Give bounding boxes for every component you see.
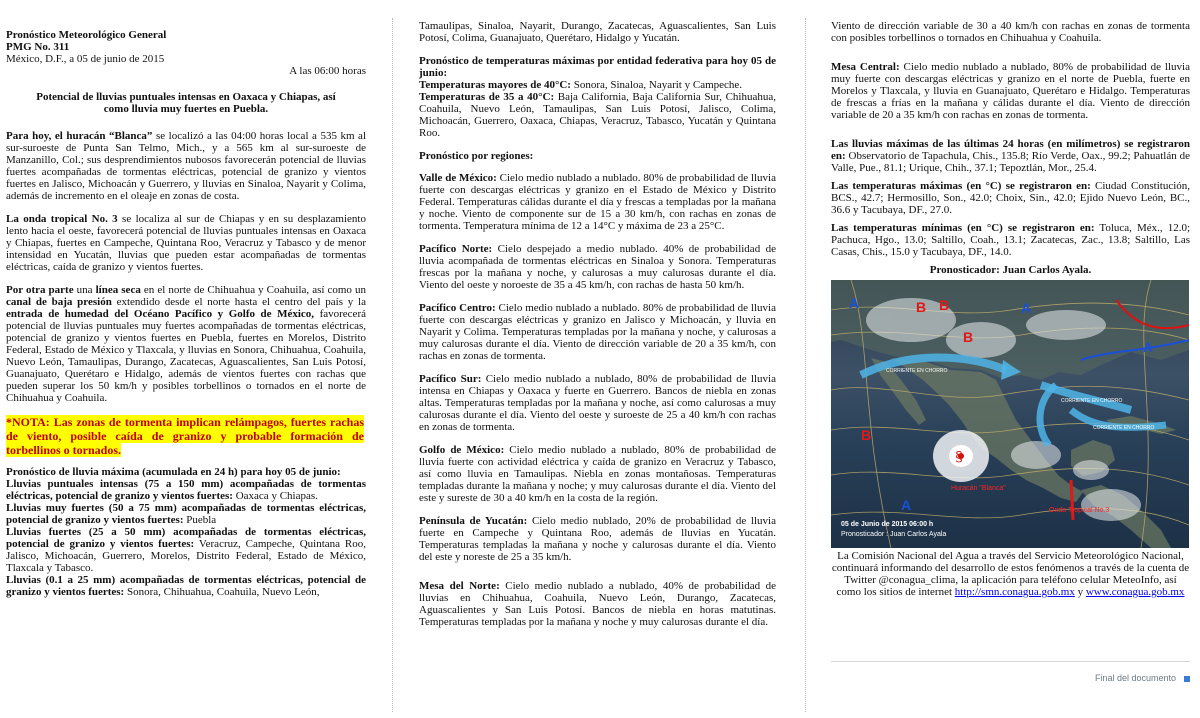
jet-stream-arrow-3 bbox=[1040, 385, 1056, 445]
document-time: A las 06:00 horas bbox=[289, 65, 366, 77]
column-1 bbox=[6, 29, 366, 598]
region-pacifico-norte bbox=[419, 243, 776, 291]
region-mesa-central bbox=[831, 61, 1190, 121]
region-text: Cielo medio nublado a nublado. 80% de probabilidad de lluvia fuerte con descargas eléctricas y granizo en el Estado de México y Distrito Federal. Temperaturas cálidas durante el día y frescas a templadas por la mañana y noche. Viento de componente sur de 15 a 30 km/h, con rachas en zonas de tormenta. Temperatura mínima de 12 a 14°C y máxima de 23 a 25°C. bbox=[419, 172, 776, 232]
moisture-term: entrada de humedad del Océano Pacífico y Golfo de México, bbox=[6, 308, 315, 320]
observed-text: Toluca, Méx., 12.0; Pachuca, Hgo., 13.0; Saltillo, Coah., 13.1; Zacatecas, Zac., 13.8; Saltillo, Las Casas, Chis., 15.0 y Tacubaya, DF., 14.0. bbox=[831, 222, 1190, 258]
dry-line-text-2: en el norte de Chihuahua y Coahuila, así como un bbox=[140, 284, 366, 296]
closing-and: y bbox=[1074, 586, 1086, 598]
temps-item-over-40 bbox=[419, 79, 776, 91]
region-name: Península de Yucatán: bbox=[419, 515, 528, 527]
hurricane-lead: Para hoy, el huracán “Blanca” bbox=[6, 130, 153, 142]
headline: Potencial de lluvias puntuales intensas en Oaxaca y Chiapas, así como lluvia muy fuertes en Puebla. bbox=[36, 91, 336, 115]
observed-text: Observatorio de Tapachula, Chis., 135.8; Río Verde, Oax., 99.2; Pahuatlán de Valle, Pue., 81.1; Urique, Chih., 37.1; Tepoztlán, Mor., 25.4. bbox=[831, 150, 1190, 174]
tropical-wave-label: Onda Tropical No.3 bbox=[1049, 507, 1110, 514]
link-smn[interactable]: http://smn.conagua.gob.mx bbox=[954, 586, 1075, 598]
region-pacifico-centro bbox=[419, 302, 776, 362]
hurricane-symbol: § bbox=[955, 448, 963, 464]
region-text: Cielo medio nublado a nublado, 80% de probabilidad de lluvia fuerte con actividad eléctrica y caída de granizo en Veracruz y Tabasco, así como lluvia en Tamaulipas. Niebla en zonas montañosas. Temperaturas templadas durante la mañana y noche; y muy calurosas durante el día. Viento del este y sureste de 30 a 40 km/h en la costa de la región. bbox=[419, 444, 776, 504]
observed-rain bbox=[831, 138, 1190, 174]
jet-stream-label-2: CORRIENTE EN CHORRO bbox=[1061, 398, 1123, 404]
dry-line-term: línea seca bbox=[95, 284, 141, 296]
hurricane-label: Huracán "Blanca" bbox=[951, 485, 1006, 492]
column-3 bbox=[831, 20, 1190, 609]
satellite-weather-map bbox=[831, 280, 1189, 548]
forecaster: Pronosticador: Juan Carlos Ayala. bbox=[929, 264, 1092, 276]
footer-rule bbox=[831, 661, 1190, 662]
region-name: Valle de México: bbox=[419, 172, 497, 184]
temps-item-states: Sonora, Sinaloa, Nayarit y Campeche. bbox=[570, 79, 743, 91]
temps-item-label: Temperaturas de 35 a 40°C: bbox=[419, 91, 555, 103]
region-text: Cielo medio nublado, 20% de probabilidad de lluvia fuerte en Campeche y Quintana Roo, además de lluvias en Yucatán. Temperaturas templadas la mañana y noche y calurosas durante el día. Viento del este y noreste de 25 a 35 km/h. bbox=[419, 515, 776, 563]
observed-label: Las temperaturas mínimas (en °C) se registraron en: bbox=[831, 222, 1095, 234]
rain-item-label: Lluvias puntuales intensas (75 a 150 mm) acompañadas de tormentas eléctricas, potencial de granizo y vientos fuertes: bbox=[6, 478, 366, 502]
region-text: Cielo medio nublado a nublado. 80% de probabilidad de lluvia fuerte con descargas eléctricas y granizo en Jalisco y Michoacán, y lluvia en Nayarit y Colima. Temperaturas templadas por la mañana y noche, y calurosas a muy calurosas durante el día. Viento de dirección variable de 20 a 35 km/h, con rachas en zonas de tormenta. bbox=[419, 302, 776, 362]
rain-item-strong bbox=[6, 526, 366, 574]
low-pressure-1: B bbox=[916, 299, 927, 315]
high-pressure-4: A bbox=[901, 497, 912, 513]
region-valle-de-mexico bbox=[419, 172, 776, 232]
regions-title: Pronóstico por regiones: bbox=[419, 150, 534, 162]
nota-box bbox=[6, 415, 366, 457]
observed-text: Ciudad Constitución, BCS., 42.7; Hermosillo, Son., 42.0; Choix, Sin., 42.0; Ejido Nuevo León, BC., 36.6 y Tacubaya, DF., 27.0. bbox=[831, 180, 1191, 216]
end-of-document-icon bbox=[1184, 676, 1190, 682]
end-of-document-label: Final del documento bbox=[1094, 673, 1176, 683]
paragraph-dry-line bbox=[6, 284, 366, 404]
low-pressure-4: B bbox=[861, 427, 872, 443]
link-conagua[interactable]: www.conagua.gob.mx bbox=[1085, 586, 1185, 598]
region-name: Mesa del Norte: bbox=[419, 580, 500, 592]
closing-text: La Comisión Nacional del Agua a través del Servicio Meteorológico Nacional, continuará informando del desarrollo de estos fenómenos a través de la cuenta de Twitter @conagua_clima, la aplicación para teléfono celular MeteoInfo, así como los sitios de internet bbox=[831, 550, 1190, 598]
nota-text: *NOTA: Las zonas de tormenta implican relámpagos, fuertes rachas de viento, posible caída de granizo y probable formación de torbellinos o tornados. bbox=[6, 415, 364, 457]
satellite-map-graphic bbox=[831, 280, 1189, 548]
rain-item-states: Oaxaca y Chiapas. bbox=[232, 490, 318, 502]
observed-label: Las lluvias máximas de las últimas 24 horas (en milímetros) se registraron en: bbox=[831, 138, 1190, 162]
region-name: Mesa Central: bbox=[831, 61, 900, 73]
region-name: Pacífico Norte: bbox=[419, 243, 493, 255]
rain-item-states: Puebla bbox=[183, 514, 217, 526]
high-pressure-3: A bbox=[1143, 339, 1154, 355]
map-date-stamp: 05 de Junio de 2015 06:00 h bbox=[841, 521, 934, 528]
rain-item-very-strong bbox=[6, 502, 366, 526]
column-divider-2 bbox=[805, 18, 806, 712]
rain-item-states: Sonora, Chihuahua, Coahuila, Nuevo León, bbox=[124, 586, 320, 598]
region-name: Pacífico Centro: bbox=[419, 302, 496, 314]
closing-paragraph bbox=[831, 550, 1190, 598]
rain-item-label: Lluvias (0.1 a 25 mm) acompañadas de tormentas eléctricas, potencial de granizo y vientos fuertes: bbox=[6, 574, 366, 598]
dry-line-text-4: favorecerá potencial de lluvias puntuales muy fuertes acompañadas de tormentas eléctricas, potencial de granizo y vientos fuertes en Puebla, fuertes en Morelos, Distrito Federal, Estado de México y Tlaxcala, y lluvias en Sonora, Chihuahua, Coahuila, Nuevo León, Tamaulipas, Durango, Zacatecas, Aguascalientes, San Luis Potosí, Guanajuato, Querétaro e Hidalgo, además de vientos fuertes con rachas que pueden superar los 50 km/h y posibles torbellinos o tornados en el norte de Chihuahua y Coahuila. bbox=[6, 308, 366, 404]
rain-item-label: Lluvias fuertes (25 a 50 mm) acompañadas de tormentas eléctricas, potencial de granizo y vientos fuertes: bbox=[6, 526, 366, 550]
hurricane-blanca bbox=[933, 430, 989, 482]
region-text: Cielo despejado a medio nublado. 40% de probabilidad de lluvia acompañada de tormentas eléctricas en Sinaloa y Sonora. Temperaturas frescas por la mañana y noche, y calurosas a muy calurosas durante el día. Viento del oeste y noroeste de 35 a 45 km/h, con rachas de hasta 50 km/h. bbox=[419, 243, 777, 291]
rain-forecast-list bbox=[6, 478, 366, 598]
wave-text: se localiza al sur de Chiapas y en su desplazamiento lento hacia el oeste, favorecerá potencial de lluvias puntuales intensas en Oaxaca y Chiapas, fuertes en Campeche, Quintana Roo, Veracruz y Tabasco y de menor intensidad en Yucatán, lluvias que pueden estar acompañadas de tormentas eléctricas, caída de granizo y vientos fuertes. bbox=[6, 213, 366, 273]
end-of-document bbox=[1095, 672, 1190, 684]
tropical-wave-line bbox=[1071, 480, 1073, 520]
rain-continuation: Tamaulipas, Sinaloa, Nayarit, Durango, Zacatecas, Aguascalientes, San Luis Potosí, Colima, Guanajuato, Querétaro, Hidalgo y Yucatán. bbox=[419, 20, 776, 44]
rain-item-label: Lluvias muy fuertes (50 a 75 mm) acompañadas de tormentas eléctricas, potencial de granizo y vientos fuertes: bbox=[6, 502, 366, 526]
hurricane-text: se localizó a las 04:00 horas local a 535 km al sur-suroeste de Punta San Telmo, Mich., y a 565 km al sur-suroeste de Manzanillo, Col.; sus desprendimientos nubosos favorecerán potencial de lluvias fuertes acompañadas de tormentas eléctricas, potencial de granizo y vientos fuertes en Jalisco, Michoacán y Guerrero, y lluvias en Sinaloa, Nayarit y Colima, además de incremento en el oleaje en zonas de costa. bbox=[6, 130, 366, 202]
mesa-norte-continuation: Viento de dirección variable de 30 a 40 km/h con rachas en zonas de tormenta con posibles torbellinos o tornados en Chihuahua y Coahuila. bbox=[831, 20, 1190, 44]
low-pressure-3: B bbox=[963, 329, 974, 345]
region-text: Cielo medio nublado a nublado, 80% de probabilidad de lluvia muy fuerte con descargas eléctricas y granizo en el norte de Puebla, fuerte en Morelos y Tlaxcala, y lluvia en Guanajuato, Querétaro e Hidalgo. Temperaturas de frescas a frías en la mañana y cálidas durante el día. Viento de dirección variable de 20 a 35 km/h con rachas en zonas de tormenta. bbox=[831, 61, 1190, 121]
rain-item-states: Veracruz, Campeche, Quintana Roo, Jalisco, Michoacán, Guerrero, Morelos, Distrito Federal, Estado de México, Tlaxcala y Tabasco. bbox=[6, 538, 366, 574]
region-text: Cielo medio nublado a nublado, 40% de probabilidad de lluvias en Chihuahua, Coahuila, Nuevo León, Durango, Zacatecas, Aguascalientes y San Luis Potosí. Bancos de niebla en horas matutinas. Temperaturas templadas por la mañana y noche y muy calurosas durante el día. bbox=[419, 580, 777, 628]
column-divider-1 bbox=[392, 18, 393, 712]
temps-item-35-40 bbox=[419, 91, 776, 139]
region-name: Golfo de México: bbox=[419, 444, 505, 456]
temps-item-label: Temperaturas mayores de 40°C: bbox=[419, 79, 571, 91]
jet-stream-label-1: CORRIENTE EN CHORRO bbox=[886, 368, 948, 374]
dry-line-text-3: extendido desde el norte hasta el centro del país y la bbox=[111, 296, 366, 308]
low-pressure-2: B bbox=[939, 297, 950, 313]
map-forecaster-stamp: Pronosticador : Juan Carlos Ayala bbox=[841, 531, 947, 538]
region-mesa-del-norte bbox=[419, 580, 776, 628]
jet-stream-label-3: CORRIENTE EN CHORRO bbox=[1093, 425, 1155, 431]
rain-forecast-title: Pronóstico de lluvia máxima (acumulada en 24 h) para hoy 05 de junio: bbox=[6, 466, 341, 478]
high-pressure-2: A bbox=[1021, 300, 1032, 316]
column-2 bbox=[419, 20, 776, 628]
document-title: Pronóstico Meteorológico General bbox=[6, 29, 167, 41]
region-golfo-de-mexico bbox=[419, 444, 776, 504]
region-peninsula-de-yucatan bbox=[419, 515, 776, 563]
dry-line-lead: Por otra parte bbox=[6, 284, 74, 296]
temps-title: Pronóstico de temperaturas máximas por entidad federativa para hoy 05 de junio: bbox=[419, 55, 776, 79]
dry-line-text-1: una bbox=[73, 284, 96, 296]
observed-label: Las temperaturas máximas (en °C) se registraron en: bbox=[831, 180, 1091, 192]
paragraph-hurricane bbox=[6, 130, 366, 202]
region-text: Cielo medio nublado a nublado, 80% de probabilidad de lluvia intensa en Chiapas y Oaxaca y fuerte en Guerrero. Bancos de niebla en zonas altas. Temperaturas templadas por la mañana y noche, así como calurosas a muy calurosas durante el día. Viento del oeste y suroeste de 25 a 40 km/h con rachas en zonas de tormenta. bbox=[419, 373, 776, 433]
wave-lead: La onda tropical No. 3 bbox=[6, 213, 118, 225]
low-pressure-term: canal de baja presión bbox=[6, 296, 112, 308]
paragraph-tropical-wave bbox=[6, 213, 366, 273]
high-pressure-1: A bbox=[849, 295, 860, 311]
region-name: Pacífico Sur: bbox=[419, 373, 482, 385]
temps-item-states: Baja California, Baja California Sur, Chihuahua, Coahuila, Nuevo León, Tamaulipas, San Luis Potosí, Jalisco, Colima, Michoacán, Guerrero, Oaxaca, Chiapas, Veracruz, Tabasco, Yucatán y Quintana Roo. bbox=[419, 91, 776, 139]
rain-item-light bbox=[6, 574, 366, 598]
rain-item-intense bbox=[6, 478, 366, 502]
document-number: PMG No. 311 bbox=[6, 41, 70, 53]
region-pacifico-sur bbox=[419, 373, 776, 433]
observed-min-temp bbox=[831, 222, 1190, 258]
observed-max-temp bbox=[831, 180, 1190, 216]
document-header bbox=[6, 29, 366, 77]
document-date: México, D.F., a 05 de junio de 2015 bbox=[6, 53, 165, 65]
